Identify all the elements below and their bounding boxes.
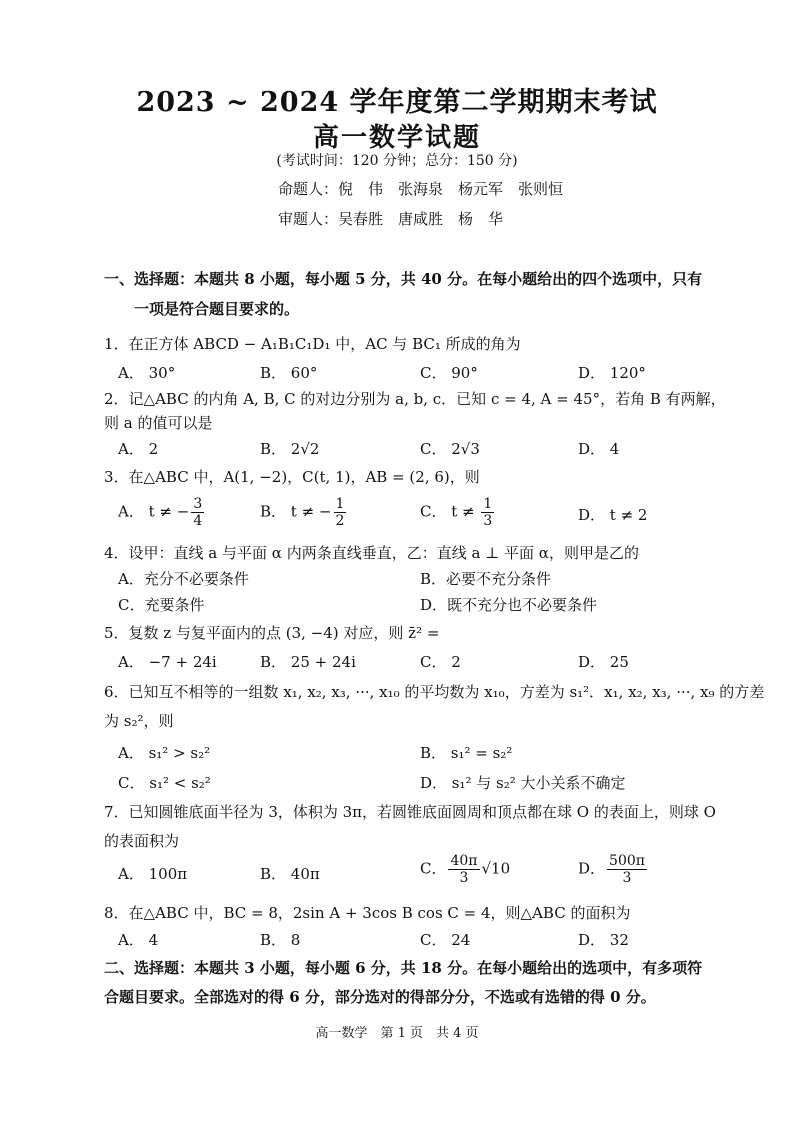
fraction-numerator: 3 [193, 496, 203, 512]
q6-option-b: B． s₁² = s₂² [420, 744, 513, 762]
q3-option-d: D． t ≠ 2 [578, 506, 648, 524]
q7-option-c-radical: √10 [481, 859, 511, 878]
q8-option-d: D． 32 [578, 931, 629, 949]
question-6-stem: 6．已知互不相等的一组数 x₁, x₂, x₃, ···, x₁₀ 的平均数为 x₁₀，方差为 s₁²．x₁, x₂, x₃, ···, x₉ 的方差 [104, 683, 765, 701]
q3-option-a-prefix: A． t ≠ − [118, 502, 190, 521]
q6-option-c: C． s₁² < s₂² [118, 774, 211, 792]
q7-option-c-fraction [448, 853, 479, 886]
q3-option-a [118, 496, 206, 529]
section2-heading: 二、选择题：本题共 3 小题，每小题 6 分，共 18 分。在每小题给出的选项中，有多项符 [104, 959, 703, 977]
question-3-stem: 3．在△ABC 中，A(1, −2)，C(t, 1)，AB = (2, 6)，则 [104, 468, 480, 486]
q3-option-b [260, 496, 348, 529]
question-7-stem-cont: 的表面积为 [104, 832, 180, 850]
q4-option-a: A．充分不必要条件 [118, 570, 249, 588]
question-4-stem: 4．设甲：直线 a 与平面 α 内两条直线垂直，乙：直线 a ⊥ 平面 α，则甲是乙的 [104, 544, 639, 562]
q7-option-d-prefix: D． [578, 859, 606, 878]
q8-option-c: C． 24 [420, 931, 471, 949]
section2-heading-cont: 合题目要求。全部选对的得 6 分，部分选对的得部分分，不选或有选错的得 0 分。 [104, 988, 656, 1006]
q5-option-d: D． 25 [578, 653, 629, 671]
q3-option-a-fraction [191, 496, 204, 529]
q7-option-a: A． 100π [118, 865, 188, 883]
q2-option-d: D． 4 [578, 440, 620, 458]
q8-option-a: A． 4 [118, 931, 159, 949]
question-1-stem: 1．在正方体 ABCD − A₁B₁C₁D₁ 中，AC 与 BC₁ 所成的角为 [104, 335, 521, 353]
q1-option-b: B． 60° [260, 364, 318, 382]
q5-option-c: C． 2 [420, 653, 461, 671]
fraction-denominator: 3 [459, 870, 469, 886]
q4-option-d: D．既不充分也不必要条件 [420, 596, 598, 614]
section1-heading-cont: 一项是符合题目要求的。 [134, 300, 300, 318]
fraction-numerator: 40π [450, 853, 478, 869]
question-5-stem: 5．复数 z 与复平面内的点 (3, −4) 对应，则 z̄² = [104, 624, 440, 642]
fraction-denominator: 3 [622, 870, 632, 886]
question-6-stem-cont: 为 s₂²，则 [104, 712, 174, 730]
exam-info: (考试时间：120 分钟；总分：150 分) [276, 153, 518, 169]
q2-option-a: A． 2 [118, 440, 159, 458]
question-2-stem-cont: 则 a 的值可以是 [104, 414, 213, 432]
q3-option-c [420, 496, 496, 529]
q7-option-c [420, 853, 510, 886]
exam-title: 2023 ~ 2024 学年度第二学期期末考试 [136, 87, 658, 118]
fraction-denominator: 2 [335, 513, 345, 529]
question-8-stem: 8．在△ABC 中，BC = 8，2sin A + 3cos B cos C = 4，则△ABC 的面积为 [104, 904, 631, 922]
q5-option-a: A． −7 + 24i [118, 653, 217, 671]
q2-option-c: C． 2√3 [420, 440, 480, 458]
page-footer: 高一数学 第 1 页 共 4 页 [315, 1026, 479, 1041]
q3-option-c-fraction [481, 496, 494, 529]
q3-option-b-prefix: B． t ≠ − [260, 502, 332, 521]
q1-option-a: A． 30° [118, 364, 176, 382]
fraction-numerator: 1 [483, 496, 493, 512]
fraction-denominator: 4 [193, 513, 203, 529]
q4-option-b: B．必要不充分条件 [420, 570, 552, 588]
q5-option-b: B． 25 + 24i [260, 653, 356, 671]
fraction-denominator: 3 [483, 513, 493, 529]
q7-option-d [578, 853, 649, 886]
q2-option-b: B． 2√2 [260, 440, 320, 458]
q7-option-d-fraction [607, 853, 647, 886]
q6-option-a: A． s₁² > s₂² [118, 744, 211, 762]
q1-option-c: C． 90° [420, 364, 478, 382]
q6-option-d: D． s₁² 与 s₂² 大小关系不确定 [420, 774, 626, 792]
q4-option-c: C．充要条件 [118, 596, 205, 614]
question-2-stem: 2．记△ABC 的内角 A, B, C 的对边分别为 a, b, c．已知 c = 4, A = 45°，若角 B 有两解， [104, 390, 726, 408]
q7-option-b: B． 40π [260, 865, 320, 883]
section1-heading: 一、选择题：本题共 8 小题，每小题 5 分，共 40 分。在每小题给出的四个选项中，只有 [104, 270, 703, 288]
q3-option-b-fraction [334, 496, 347, 529]
q8-option-b: B． 8 [260, 931, 301, 949]
fraction-numerator: 500π [609, 853, 645, 869]
reviewers-line: 审题人：吴春胜 唐咸胜 杨 华 [278, 210, 504, 228]
question-7-stem: 7．已知圆锥底面半径为 3，体积为 3π，若圆锥底面圆周和顶点都在球 O 的表面上，则球 O [104, 803, 716, 821]
exam-subtitle: 高一数学试题 [312, 123, 481, 153]
q1-option-d: D． 120° [578, 364, 646, 382]
q3-option-c-prefix: C． t ≠ [420, 502, 480, 521]
fraction-numerator: 1 [335, 496, 345, 512]
authors-line: 命题人：倪 伟 张海泉 杨元军 张则恒 [278, 180, 564, 198]
q7-option-c-prefix: C． [420, 859, 447, 878]
